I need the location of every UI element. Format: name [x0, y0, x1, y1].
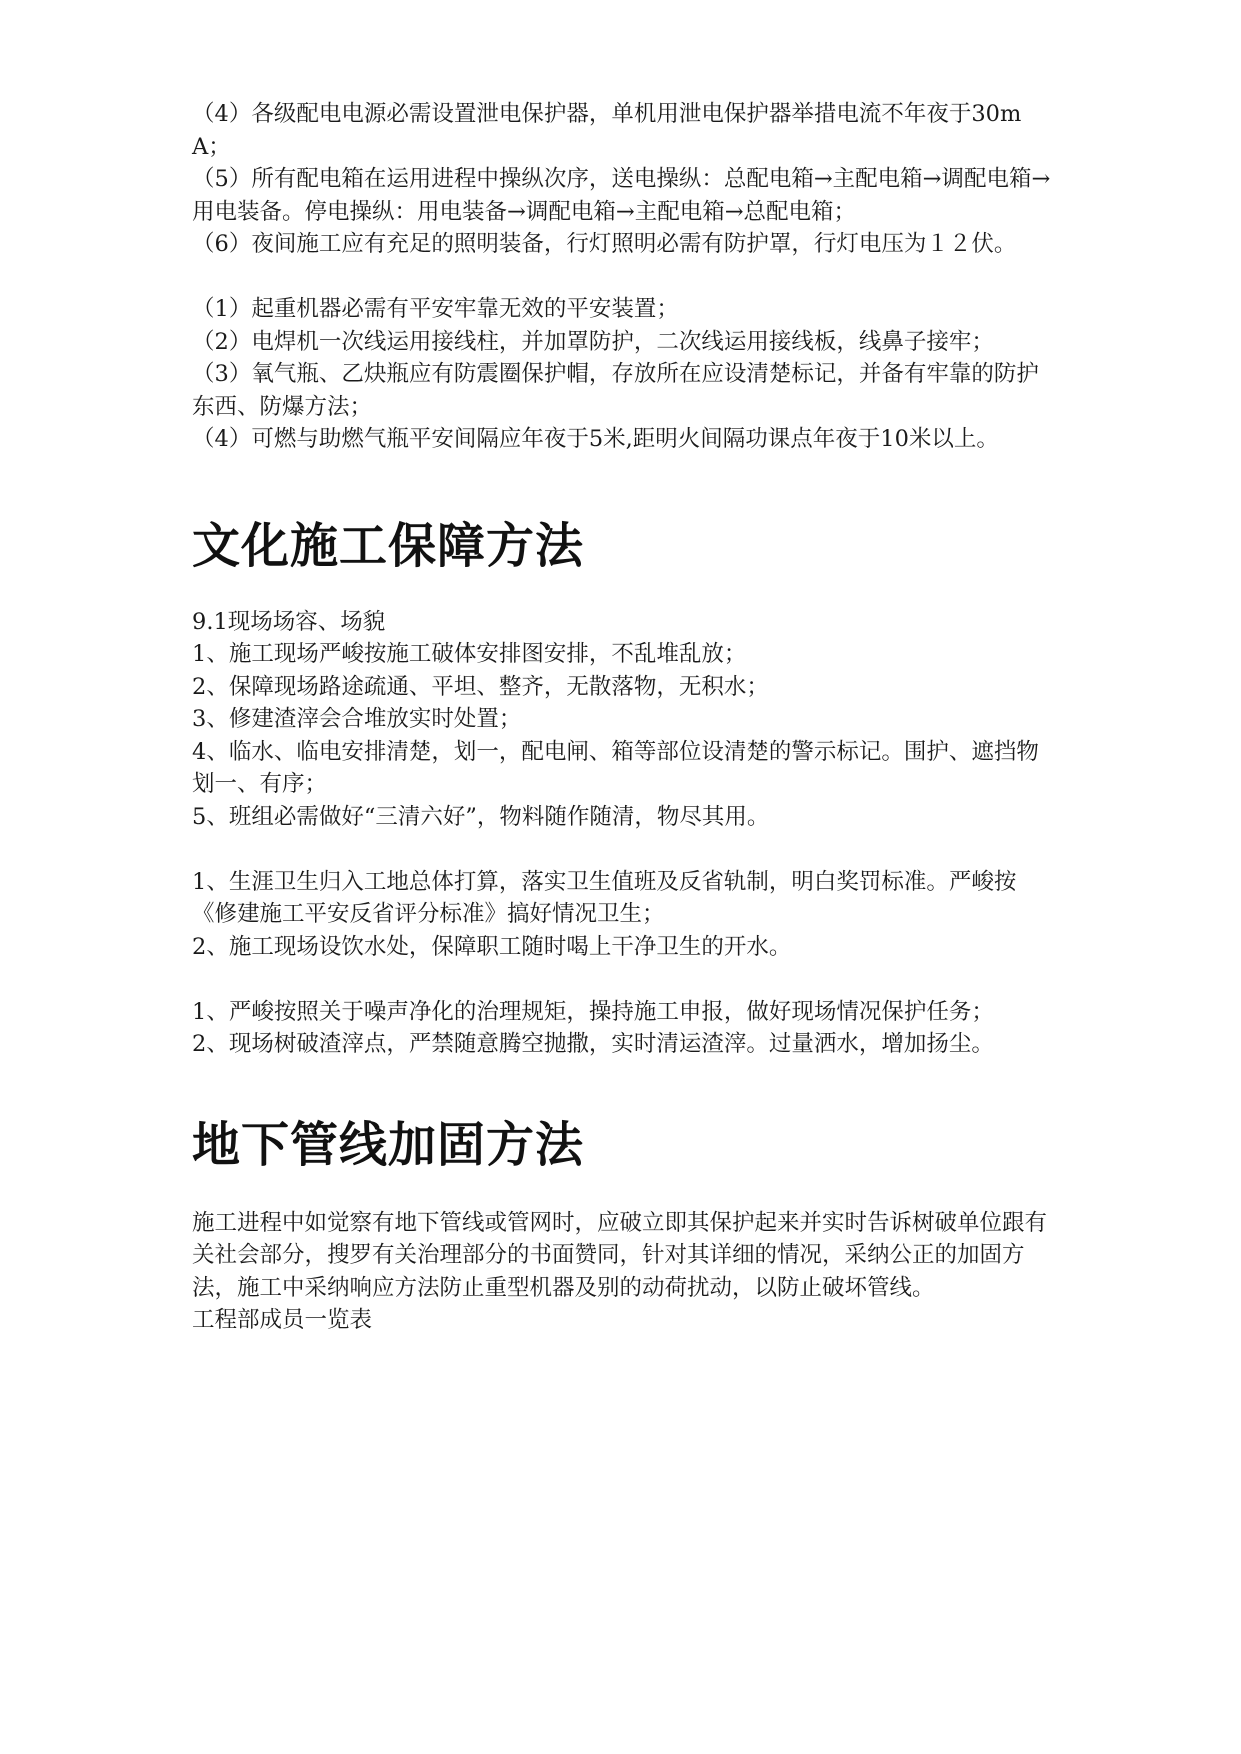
paragraph: 2、现场树破渣滓点，严禁随意腾空抛撒，实时清运渣滓。过量洒水，增加扬尘。: [192, 1031, 994, 1057]
paragraph: （1）起重机器必需有平安牢靠无效的平安装置；: [192, 296, 679, 322]
paragraph: 2、保障现场路途疏通、平坦、整齐，无散落物，无积水；: [192, 673, 769, 700]
hygiene-list: [192, 866, 1058, 964]
paragraph: （5）所有配电箱在运用进程中操纵次序，送电操纵：总配电箱→主配电箱→调配电箱→用电装备。停电操纵：用电装备→调配电箱→主配电箱→总配电箱；: [192, 166, 1051, 225]
paragraph: 9.1现场场容、场貌: [192, 608, 386, 635]
paragraph: （4）各级配电电源必需设置泄电保护器，单机用泄电保护器举措电流不年夜于30mA；: [192, 101, 1022, 160]
site-appearance-list: [192, 606, 1058, 834]
paragraph: 2、施工现场设饮水处，保障职工随时喝上干净卫生的开水。: [192, 933, 792, 960]
paragraph: （2）电焊机一次线运用接线柱，并加罩防护，二次线运用接线板，线鼻子接牢；: [192, 328, 994, 355]
section-heading-pipeline-reinforcement: 地下管线加固方法: [192, 1116, 585, 1173]
blank-line: [192, 963, 1058, 996]
blank-line: [192, 261, 1058, 294]
paragraph: 1、施工现场严峻按施工破体安排图安排，不乱堆乱放；: [192, 641, 747, 667]
paragraph: 5、班组必需做好“三清六好”，物料随作随清，物尽其用。: [192, 803, 770, 830]
section-heading-civilized-construction: 文化施工保障方法: [192, 517, 585, 574]
paragraph: 4、临水、临电安排清楚，划一，配电闸、箱等部位设清楚的警示标记。围护、遮挡物划一、有序；: [192, 738, 1039, 797]
paragraph: （3）氧气瓶、乙炔瓶应有防震圈保护帽，存放所在应设清楚标记，并备有牢靠的防护东西、防爆方法；: [192, 361, 1039, 420]
paragraph: 1、严峻按照关于噪声净化的治理规矩，操持施工申报，做好现场情况保护任务；: [192, 998, 994, 1025]
table-caption: 工程部成员一览表: [192, 1307, 373, 1333]
blank-line: [192, 833, 1058, 866]
paragraph: （4）可燃与助燃气瓶平安间隔应年夜于5米,距明火间隔功课点年夜于10米以上。: [192, 426, 999, 452]
pipeline-paragraphs: [192, 1207, 1058, 1337]
machinery-safety-list: [192, 293, 1058, 456]
document-page: [192, 98, 1058, 1337]
paragraph: 3、修建渣滓会合堆放实时处置；: [192, 706, 522, 732]
paragraph: （6）夜间施工应有充足的照明装备，行灯照明必需有防护罩，行灯电压为１２伏。: [192, 231, 1017, 257]
paragraph: 施工进程中如觉察有地下管线或管网时，应破立即其保护起来并实时告诉树破单位跟有关社会部分，搜罗有关治理部分的书面赞同，针对其详细的情况，采纳公正的加固方法，施工中采纳响应方法防止重型机器及别的动荷扰动，以防止破坏管线。: [192, 1209, 1048, 1301]
electrical-safety-list: [192, 98, 1058, 261]
paragraph: 1、生涯卫生归入工地总体打算，落实卫生值班及反省轨制，明白奖罚标准。严峻按《修建施工平安反省评分标准》搞好情况卫生；: [192, 868, 1017, 927]
environment-protection-list: [192, 996, 1058, 1061]
